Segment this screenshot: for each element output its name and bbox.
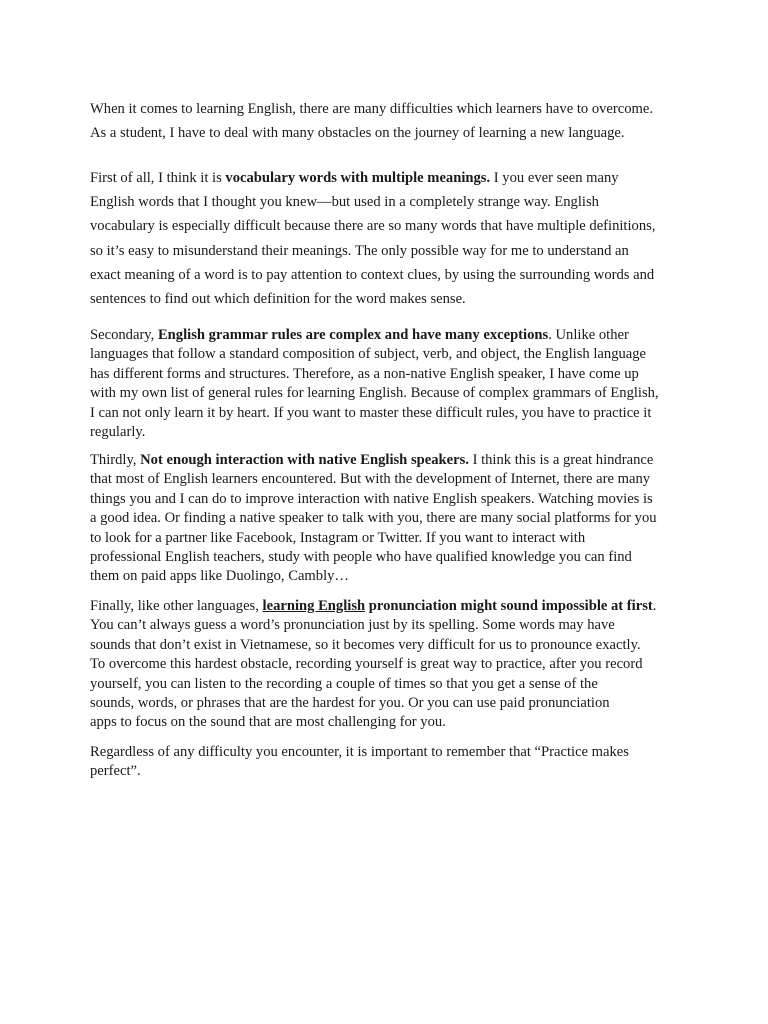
text-line: things you and I can do to improve interaction with native English speakers. Watching movies is [90,490,653,507]
text-line [90,326,690,345]
text-line: To overcome this hardest obstacle, recording yourself is great way to practice, after you record [90,656,643,673]
text-line: apps to focus on the sound that are most challenging for you. [90,714,446,731]
conclusion-paragraph [90,743,690,782]
lead-text: Thirdly, [90,452,141,468]
text-line: sounds that don’t exist in Vietnamese, so it becomes very difficult for us to pronounce exactly. [90,636,641,653]
text-line: that most of English learners encountered. But with the development of Internet, there are many [90,471,651,488]
text-line: sentences to find out which definition for the word makes sense. [90,291,466,308]
text-line [90,451,690,470]
lead-text: Secondary, [90,327,158,343]
vocabulary-paragraph [90,166,690,311]
interaction-paragraph [90,451,690,587]
text-line: a good idea. Or finding a native speaker to talk with you, there are many social platforms for you [90,510,657,527]
text-line: exact meaning of a word is to pay attention to context clues, by using the surrounding words and [90,266,655,283]
trailing-text: . Unlike other [548,327,629,343]
key-phrase: pronunciation might sound impossible at first [365,598,653,614]
text-line: English words that I thought you knew—but used in a completely strange way. English [90,194,599,211]
trailing-text: I think this is a great hindrance [468,452,654,468]
text-line: regularly. [90,424,146,441]
key-phrase: vocabulary words with multiple meanings. [225,170,491,186]
text-line: so it’s easy to misunderstand their meanings. The only possible way for me to understand an [90,242,629,259]
text-line: with my own list of general rules for learning English. Because of complex grammars of English, [90,385,659,402]
pronunciation-paragraph [90,597,690,733]
lead-text: First of all, I think it is [90,170,226,186]
text-line: perfect”. [90,763,141,780]
underlined-phrase: learning English [262,598,366,614]
text-line: has different forms and structures. Therefore, as a non-native English speaker, I have come up [90,365,639,382]
text-line: to look for a partner like Facebook, Instagram or Twitter. If you want to interact with [90,529,586,546]
text-line: yourself, you can listen to the recording a couple of times so that you get a sense of the [90,675,598,692]
text-line: Regardless of any difficulty you encounter, it is important to remember that “Practice makes [90,744,629,760]
text-line: When it comes to learning English, there are many difficulties which learners have to overcome. [90,101,654,117]
key-phrase: Not enough interaction with native English speakers. [140,452,469,468]
text-line: professional English teachers, study with people who have qualified knowledge you can find [90,549,632,566]
grammar-paragraph [90,326,690,442]
text-line: vocabulary is especially difficult because there are so many words that have multiple definitions, [90,218,656,235]
text-line: languages that follow a standard composition of subject, verb, and object, the English language [90,346,647,363]
text-line: I can not only learn it by heart. If you want to master these difficult rules, you have to practice it [90,404,652,421]
text-line: sounds, words, or phrases that are the hardest for you. Or you can use paid pronunciation [90,695,610,712]
trailing-text: . [652,598,657,614]
text-line [90,166,690,190]
text-line: As a student, I have to deal with many obstacles on the journey of learning a new language. [90,125,625,141]
text-line: them on paid apps like Duolingo, Cambly… [90,568,350,585]
key-phrase: English grammar rules are complex and have many exceptions [157,327,549,343]
text-line: You can’t always guess a word’s pronunciation just by its spelling. Some words may have [90,617,615,634]
text-line [90,597,690,616]
trailing-text: I you ever seen many [490,170,619,186]
intro-paragraph [90,97,690,145]
lead-text: Finally, like other languages, [90,598,263,614]
